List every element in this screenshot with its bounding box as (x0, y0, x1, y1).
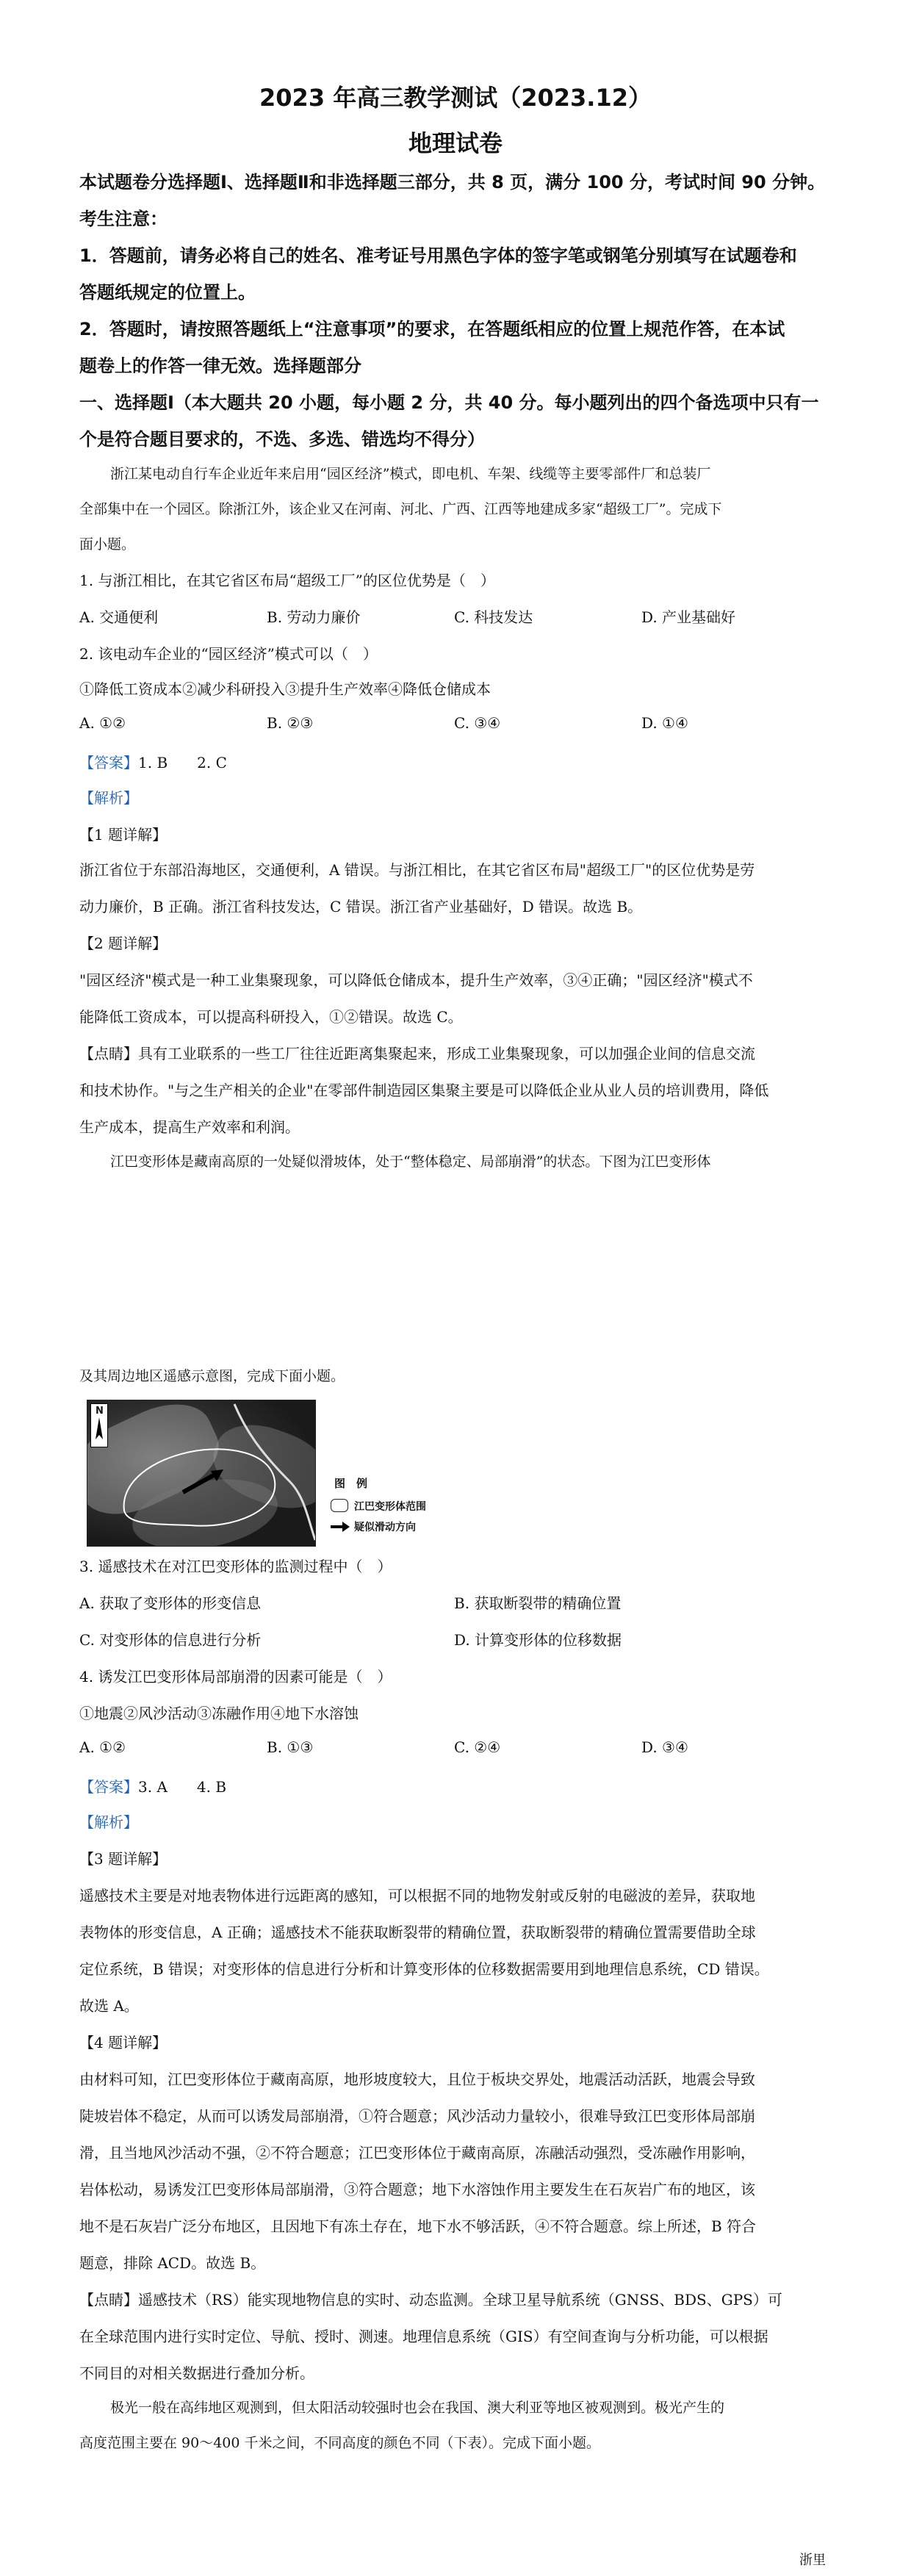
detail-line: 遥感技术主要是对地表物体进行远距离的感知，可以根据不同的地物发射或反射的电磁波的差异，获取地 (79, 1887, 755, 1904)
option-d: D. ③④ (641, 1738, 688, 1756)
option-b: B. ②③ (267, 714, 314, 732)
answer-label: 【答案】 (79, 754, 138, 771)
question-stem: 1. 与浙江相比，在其它省区布局“超级工厂”的区位优势是（ ） (79, 572, 495, 589)
passage-line: 高度范围主要在 90～400 千米之间，不同高度的颜色不同（下表）。完成下面小题。 (79, 2435, 601, 2451)
answer-label: 【答案】 (79, 1778, 138, 1796)
question-stem: 4. 诱发江巴变形体局部崩滑的因素可能是（ ） (79, 1668, 392, 1685)
intro-line: 本试题卷分选择题Ⅰ、选择题Ⅱ和非选择题三部分，共 8 页，满分 100 分，考试时间 90 分钟。 (79, 172, 826, 193)
section-heading: 个是符合题目要求的，不选、多选、错选均不得分） (79, 429, 485, 450)
legend-range: 江巴变形体范围 (354, 1501, 426, 1513)
detail-line: 地不是石灰岩广泛分布地区，且因地下有冻土存在，地下水不够活跃，④不符合题意。综上所述，B 符合 (79, 2217, 757, 2235)
option-b: B. ①③ (267, 1738, 314, 1756)
option-c: C. ②④ (454, 1738, 501, 1756)
option-a: A. ①② (79, 1738, 126, 1756)
intro-line: 考生注意： (79, 209, 168, 229)
passage-line: 面小题。 (79, 536, 136, 553)
intro-line: 答题纸规定的位置上。 (79, 282, 256, 303)
detail-line: 浙江省位于东部沿海地区，交通便利，A 错误。与浙江相比，在其它省区布局"超级工厂"的区位优势是劳 (79, 861, 755, 879)
detail-line: 故选 A。 (79, 1997, 139, 2015)
detail-label: 【3 题详解】 (79, 1850, 168, 1868)
option-d: D. 产业基础好 (641, 608, 736, 626)
answer-text: 3. A 4. B (138, 1778, 227, 1796)
answer-text: 1. B 2. C (138, 754, 227, 771)
tip-line: 生产成本，提高生产效率和利润。 (79, 1118, 300, 1136)
option-b: B. 获取断裂带的精确位置 (454, 1594, 622, 1612)
tip-line: 【点睛】具有工业联系的一些工厂往往近距离集聚起来，形成工业集聚现象，可以加强企业间的信息交流 (79, 1045, 755, 1062)
remote-sensing-map (87, 1400, 316, 1547)
intro-line: 1．答题前，请务必将自己的姓名、准考证号用黑色字体的签字笔或钢笔分别填写在试题卷和 (79, 245, 797, 266)
answer-line (79, 1775, 226, 1796)
deformation-boundary (87, 1400, 315, 1546)
slide-direction-icon (331, 1522, 350, 1532)
detail-line: 题意，排除 ACD。故选 B。 (79, 2254, 266, 2272)
page-subtitle: 地理试卷 (408, 129, 503, 157)
detail-line: 表物体的形变信息，A 正确；遥感技术不能获取断裂带的精确位置，获取断裂带的精确位置需要借助全球 (79, 1924, 756, 1941)
legend-title: 图 例 (334, 1477, 368, 1490)
option-a: A. ①② (79, 714, 126, 732)
section-heading: 一、选择题Ⅰ（本大题共 20 小题，每小题 2 分，共 40 分。每小题列出的四个备选项中只有一 (79, 392, 819, 413)
intro-line: 题卷上的作答一律无效。选择题部分 (79, 356, 361, 376)
passage-line: 浙江某电动自行车企业近年来启用“园区经济”模式，即电机、车架、线缆等主要零部件厂和总装厂 (110, 466, 711, 482)
detail-line: "园区经济"模式是一种工业集聚现象，可以降低仓储成本，提升生产效率，③④正确；"园区经济"模式不 (79, 971, 753, 989)
passage-line: 江巴变形体是藏南高原的一处疑似滑坡体，处于“整体稳定、局部崩滑”的状态。下图为江巴变形体 (110, 1154, 711, 1170)
tip-line: 不同目的对相关数据进行叠加分析。 (79, 2364, 314, 2382)
footer-text: 浙里 (799, 2552, 826, 2568)
question-stem: 2. 该电动车企业的“园区经济”模式可以（ ） (79, 645, 378, 663)
tip-line: 和技术协作。"与之生产相关的企业"在零部件制造园区集聚主要是可以降低企业从业人员的培训费用，降低 (79, 1082, 769, 1099)
option-d: D. ①④ (641, 714, 688, 732)
detail-label: 【1 题详解】 (79, 826, 168, 843)
option-a: A. 获取了变形体的形变信息 (79, 1594, 262, 1612)
question-stem: 3. 遥感技术在对江巴变形体的监测过程中（ ） (79, 1558, 392, 1575)
detail-line: 岩体松动，易诱发江巴变形体局部崩滑，③符合题意；地下水溶蚀作用主要发生在石灰岩广布的地区，该 (79, 2181, 755, 2198)
detail-line: 滑，且当地风沙活动不强，②不符合题意；江巴变形体位于藏南高原，冻融活动强烈，受冻融作用影响， (79, 2144, 755, 2162)
analysis-label: 【解析】 (79, 1813, 138, 1831)
option-b: B. 劳动力廉价 (267, 608, 361, 626)
detail-line: 定位系统，B 错误；对变形体的信息进行分析和计算变形体的位移数据需要用到地理信息系统，CD 错误。 (79, 1960, 769, 1978)
north-arrow-icon: N (90, 1403, 108, 1447)
detail-line: 陡坡岩体不稳定，从而可以诱发局部崩滑，①符合题意；风沙活动力量较小，很难导致江巴变形体局部崩 (79, 2107, 755, 2125)
option-c: C. ③④ (454, 714, 501, 732)
detail-line: 由材料可知，江巴变形体位于藏南高原，地形坡度较大，且位于板块交界处，地震活动活跃，地震会导致 (79, 2070, 755, 2088)
page-title: 2023 年高三教学测试（2023.12） (259, 84, 652, 112)
option-c: C. 对变形体的信息进行分析 (79, 1631, 262, 1649)
answer-line (79, 751, 227, 772)
legend-range-icon (331, 1499, 348, 1512)
question-items: ①降低工资成本②减少科研投入③提升生产效率④降低仓储成本 (79, 680, 491, 698)
passage-line: 全部集中在一个园区。除浙江外，该企业又在河南、河北、广西、江西等地建成多家“超级工厂”。完成下 (79, 501, 722, 517)
detail-label: 【4 题详解】 (79, 2034, 168, 2051)
question-items: ①地震②风沙活动③冻融作用④地下水溶蚀 (79, 1705, 359, 1722)
detail-line: 动力廉价，B 正确。浙江省科技发达，C 错误。浙江省产业基础好，D 错误。故选 B。 (79, 898, 643, 915)
tip-line: 在全球范围内进行实时定位、导航、授时、测速。地理信息系统（GIS）有空间查询与分析功能，可以根据 (79, 2328, 768, 2345)
option-a: A. 交通便利 (79, 608, 159, 626)
tip-line: 【点睛】遥感技术（RS）能实现地物信息的实时、动态监测。全球卫星导航系统（GNSS、BDS、GPS）可 (79, 2291, 782, 2309)
detail-label: 【2 题详解】 (79, 935, 168, 952)
passage-line: 极光一般在高纬地区观测到，但太阳活动较强时也会在我国、澳大利亚等地区被观测到。极光产生的 (110, 2400, 725, 2416)
intro-line: 2．答题时，请按照答题纸上“注意事项”的要求，在答题纸相应的位置上规范作答，在本试 (79, 319, 785, 339)
option-d: D. 计算变形体的位移数据 (454, 1631, 622, 1649)
detail-line: 能降低工资成本，可以提高科研投入，①②错误。故选 C。 (79, 1008, 463, 1026)
option-c: C. 科技发达 (454, 608, 533, 626)
tip-label: 【点睛】 (79, 1045, 138, 1062)
passage-line: 及其周边地区遥感示意图，完成下面小题。 (79, 1368, 345, 1384)
analysis-label: 【解析】 (79, 789, 138, 807)
tip-label: 【点睛】 (79, 2291, 138, 2309)
legend-direction: 疑似滑动方向 (354, 1522, 416, 1533)
